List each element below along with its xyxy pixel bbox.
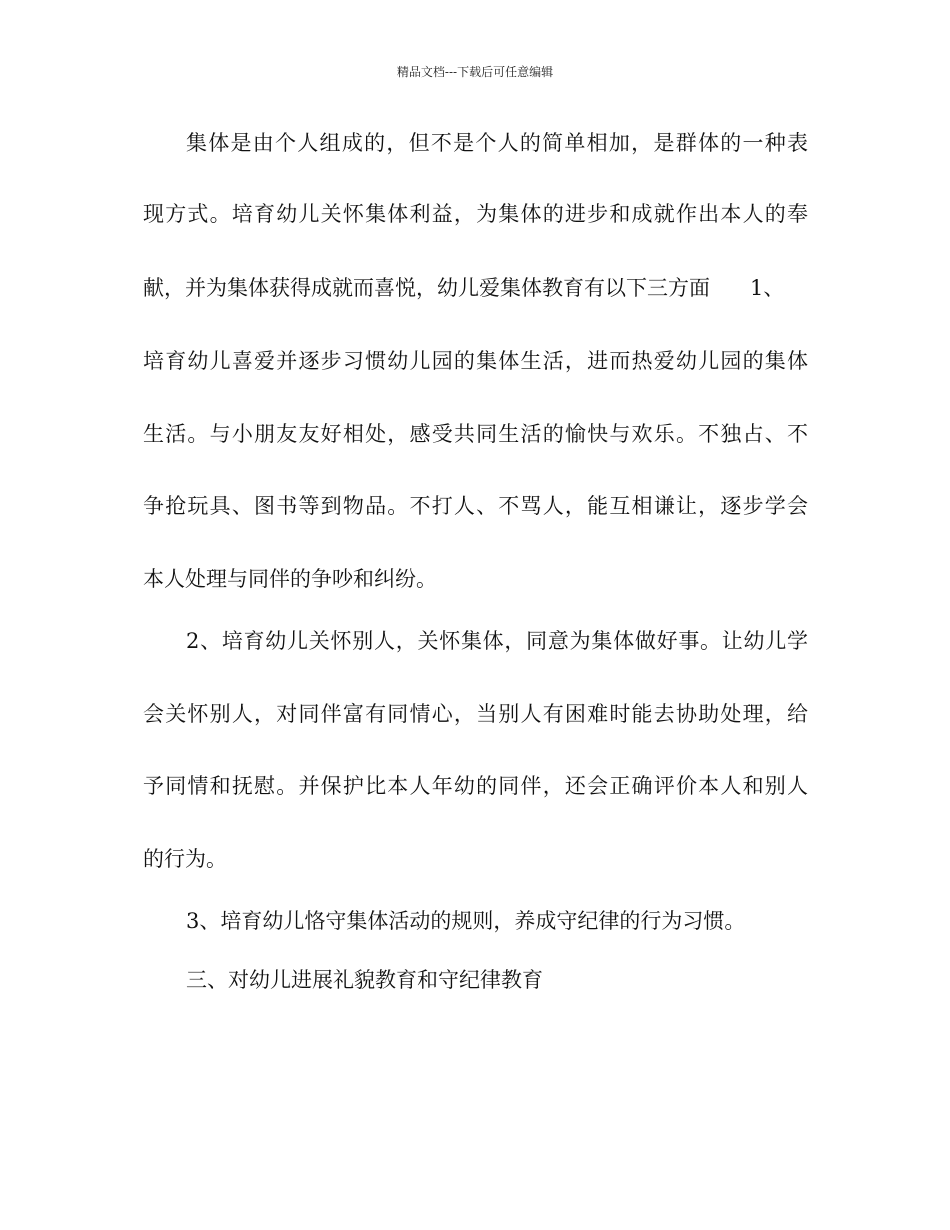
section-heading: 三、对幼儿进展礼貌教育和守纪律教育 — [186, 968, 543, 992]
paragraph-line: 本人处理与同伴的争吵和纠纷。 — [143, 567, 437, 591]
paragraph-line: 现方式。培育幼儿关怀集体利益，为集体的进步和成就作出本人的奉 — [143, 202, 808, 226]
paragraph-line: 生活。与小朋友友好相处，感受共同生活的愉快与欢乐。不独占、不 — [143, 422, 808, 446]
paragraph-line: 争抢玩具、图书等到物品。不打人、不骂人，能互相谦让，逐步学会 — [143, 494, 808, 518]
paragraph-line: 予同情和抚慰。并保护比本人年幼的同伴，还会正确评价本人和别人 — [143, 774, 808, 798]
list-number: 1、 — [750, 276, 785, 300]
paragraph-line — [143, 273, 808, 303]
paragraph-line: 2、培育幼儿关怀别人，关怀集体，同意为集体做好事。让幼儿学 — [186, 629, 808, 653]
page-header: 精品文档---下载后可任意编辑 — [396, 65, 554, 79]
paragraph-line-text: 献，并为集体获得成就而喜悦，幼儿爱集体教育有以下三方面 — [143, 276, 710, 300]
paragraph-line: 培育幼儿喜爱并逐步习惯幼儿园的集体生活，进而热爱幼儿园的集体 — [143, 349, 808, 373]
paragraph-line: 会关怀别人，对同伴富有同情心，当别人有困难时能去协助处理，给 — [143, 702, 808, 726]
paragraph-line: 3、培育幼儿恪守集体活动的规则，养成守纪律的行为习惯。 — [186, 909, 746, 933]
paragraph-line: 集体是由个人组成的，但不是个人的简单相加，是群体的一种表 — [186, 131, 808, 155]
paragraph-line: 的行为。 — [143, 847, 227, 871]
